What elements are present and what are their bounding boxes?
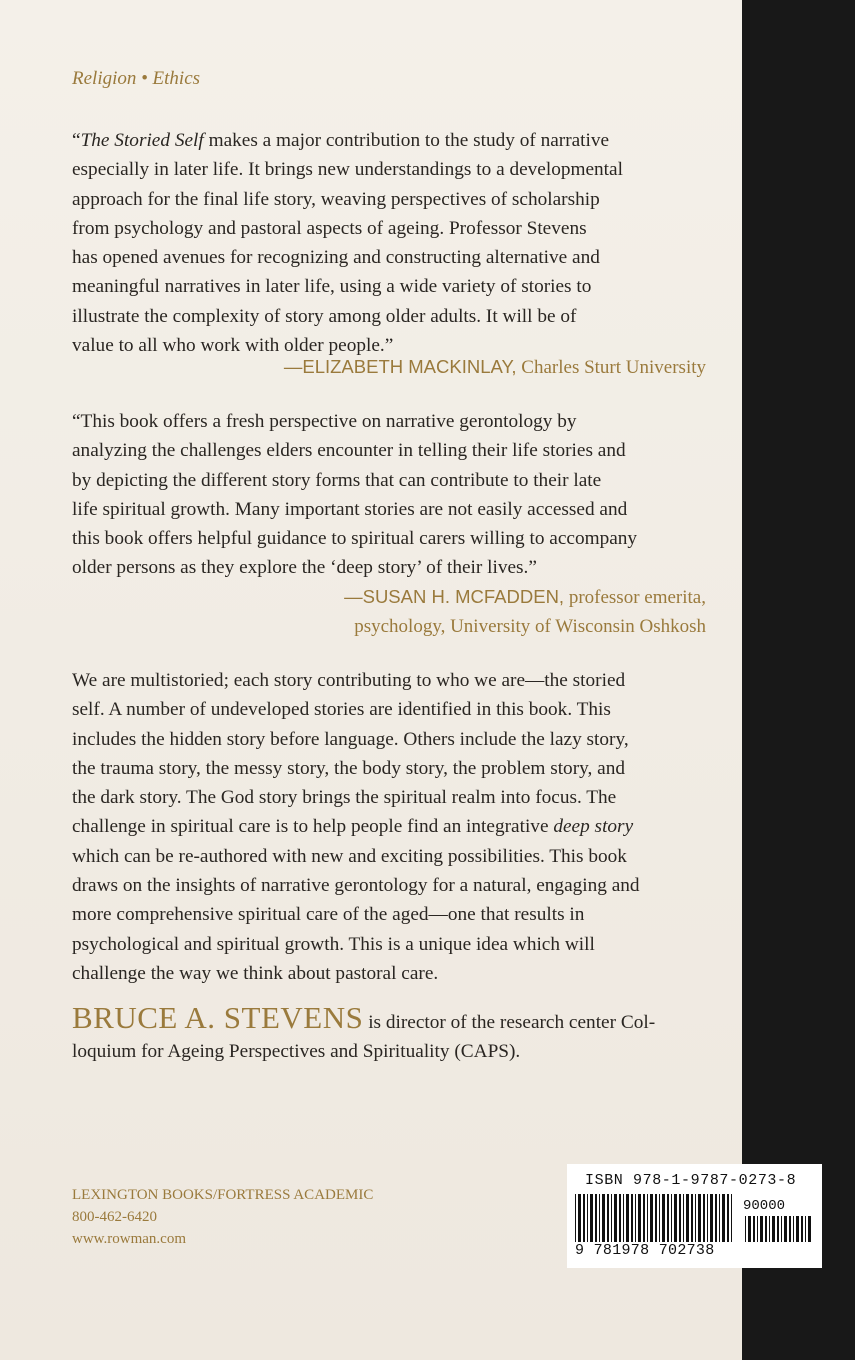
barcode-bar (757, 1216, 758, 1242)
description-line: psychological and spiritual growth. This is a unique idea which will (72, 933, 595, 955)
barcode-bar (614, 1194, 617, 1242)
barcode-bar (703, 1194, 705, 1242)
endorsement-quote-2 (72, 407, 706, 583)
description-line: more comprehensive spiritual care of the aged—one that results in (72, 904, 585, 926)
quote-line: meaningful narratives in later life, using a wide variety of stories to (72, 276, 592, 298)
barcode-bar (715, 1194, 717, 1242)
book-description (72, 666, 706, 988)
barcode-bar (805, 1216, 806, 1242)
description-line: the trauma story, the messy story, the body story, the problem story, and (72, 757, 625, 779)
barcode-bar (583, 1194, 585, 1242)
barcode-bar (683, 1194, 684, 1242)
barcode-bar (667, 1194, 669, 1242)
publisher-name: LEXINGTON BOOKS/FORTRESS ACADEMIC (72, 1187, 374, 1203)
endorsement-quote-1 (72, 126, 706, 360)
barcode-bar (707, 1194, 708, 1242)
barcode-bar (796, 1216, 799, 1242)
barcode-bar (731, 1194, 732, 1242)
ean-barcode-bars (575, 1194, 735, 1242)
quote-line: has opened avenues for recognizing and constructing alternative and (72, 247, 600, 269)
barcode-bar (575, 1194, 576, 1242)
quote-1-author: —ELIZABETH MACKINLAY, (283, 356, 517, 377)
quote-line: analyzing the challenges elders encounter in telling their life stories and (72, 440, 626, 462)
quote-line: life spiritual growth. Many important stories are not easily accessed and (72, 498, 628, 520)
barcode-bar (607, 1194, 609, 1242)
barcode-bar (769, 1216, 770, 1242)
barcode-bar (638, 1194, 641, 1242)
deep-story-emphasis: deep story (553, 816, 634, 838)
barcode-bar (686, 1194, 689, 1242)
quote-line: “The Storied Self makes a major contribution to the study of narrative (72, 130, 610, 151)
barcode-bar (587, 1194, 588, 1242)
barcode-bar (631, 1194, 633, 1242)
barcode-bar (611, 1194, 612, 1242)
barcode-bar (698, 1194, 701, 1242)
description-line: We are multistoried; each story contributing to who we are—the storied (72, 670, 626, 691)
barcode-bar (635, 1194, 636, 1242)
barcode-bar (662, 1194, 665, 1242)
quote-line: from psychology and pastoral aspects of ageing. Professor Stevens (72, 217, 587, 239)
barcode-bar (748, 1216, 751, 1242)
publisher-phone: 800-462-6420 (72, 1209, 157, 1225)
author-bio (72, 1000, 706, 1066)
barcode-bar (722, 1194, 725, 1242)
quote-line: illustrate the complexity of story among older adults. It will be of (72, 305, 577, 327)
description-line: includes the hidden story before language. Others include the lazy story, (72, 728, 629, 750)
quote-line: this book offers helpful guidance to spiritual carers willing to accompany (72, 528, 638, 550)
quote-line: approach for the final life story, weaving perspectives of scholarship (72, 188, 600, 210)
barcode-bar (772, 1216, 775, 1242)
barcode-bar (602, 1194, 605, 1242)
description-line: which can be re-authored with new and exciting possibilities. This book (72, 845, 627, 867)
description-line: challenge in spiritual care is to help people find an integrative deep story (72, 816, 634, 838)
barcode-bar (691, 1194, 693, 1242)
barcode-bar (784, 1216, 787, 1242)
quote-line: older persons as they explore the ‘deep story’ of their lives.” (72, 557, 537, 579)
price-barcode-bars (745, 1216, 811, 1242)
barcode-bar (808, 1216, 811, 1242)
description-line: draws on the insights of narrative gerontology for a natural, engaging and (72, 875, 640, 897)
barcode-bar (695, 1194, 696, 1242)
barcode-bar (789, 1216, 791, 1242)
isbn-barcode (567, 1164, 822, 1268)
barcode-bar (777, 1216, 779, 1242)
quote-1-attribution (284, 352, 706, 382)
publisher-info (72, 1184, 373, 1250)
quote-2-affiliation: professor emerita, (568, 587, 706, 608)
price-code: 90000 (743, 1198, 786, 1214)
bio-line-1: is director of the research center Col- (368, 1012, 656, 1033)
barcode-bar (765, 1216, 767, 1242)
publisher-website: www.rowman.com (72, 1231, 187, 1247)
category-label: Religion • Ethics (72, 68, 201, 89)
barcode-bar (745, 1216, 746, 1242)
barcode-bar (643, 1194, 645, 1242)
book-title: The Storied Self (80, 130, 204, 151)
barcode-bar (578, 1194, 581, 1242)
barcode-bar (801, 1216, 803, 1242)
barcode-bar (760, 1216, 763, 1242)
barcode-bar (595, 1194, 597, 1242)
description-line: challenge the way we think about pastoral care. (72, 962, 439, 984)
barcode-bar (781, 1216, 782, 1242)
quote-line: value to all who work with older people.” (72, 335, 394, 357)
quote-2-affiliation-line-2: psychology, University of Wisconsin Oshkosh (354, 616, 706, 637)
quote-2-attribution (344, 582, 706, 641)
quote-1-affiliation: Charles Sturt University (521, 357, 706, 378)
ean-digits: 9 781978 702738 (575, 1242, 715, 1259)
barcode-bar (674, 1194, 677, 1242)
description-line: self. A number of undeveloped stories are identified in this book. This (72, 699, 611, 721)
barcode-bar (793, 1216, 794, 1242)
barcode-bar (727, 1194, 729, 1242)
barcode-bar (710, 1194, 713, 1242)
barcode-bar (753, 1216, 755, 1242)
barcode-bar (659, 1194, 660, 1242)
barcode-bar (626, 1194, 629, 1242)
author-name: BRUCE A. STEVENS (72, 1000, 364, 1035)
barcode-bar (650, 1194, 653, 1242)
book-spine (742, 0, 855, 1360)
barcode-bar (719, 1194, 720, 1242)
isbn-label: ISBN 978-1-9787-0273-8 (585, 1172, 797, 1189)
description-line: the dark story. The God story brings the spiritual realm into focus. The (72, 787, 617, 809)
barcode-bar (671, 1194, 672, 1242)
barcode-bar (647, 1194, 648, 1242)
barcode-bar (599, 1194, 600, 1242)
barcode-bar (679, 1194, 681, 1242)
bio-line-2: loquium for Ageing Perspectives and Spirituality (CAPS). (72, 1041, 521, 1062)
quote-2-author: —SUSAN H. MCFADDEN, (344, 586, 565, 607)
barcode-bar (619, 1194, 621, 1242)
barcode-bar (655, 1194, 657, 1242)
quote-line: “This book offers a fresh perspective on narrative gerontology by (72, 411, 577, 432)
barcode-bar (590, 1194, 593, 1242)
quote-line: by depicting the different story forms that can contribute to their late (72, 469, 602, 491)
quote-line: especially in later life. It brings new understandings to a developmental (72, 159, 623, 181)
barcode-bar (623, 1194, 624, 1242)
